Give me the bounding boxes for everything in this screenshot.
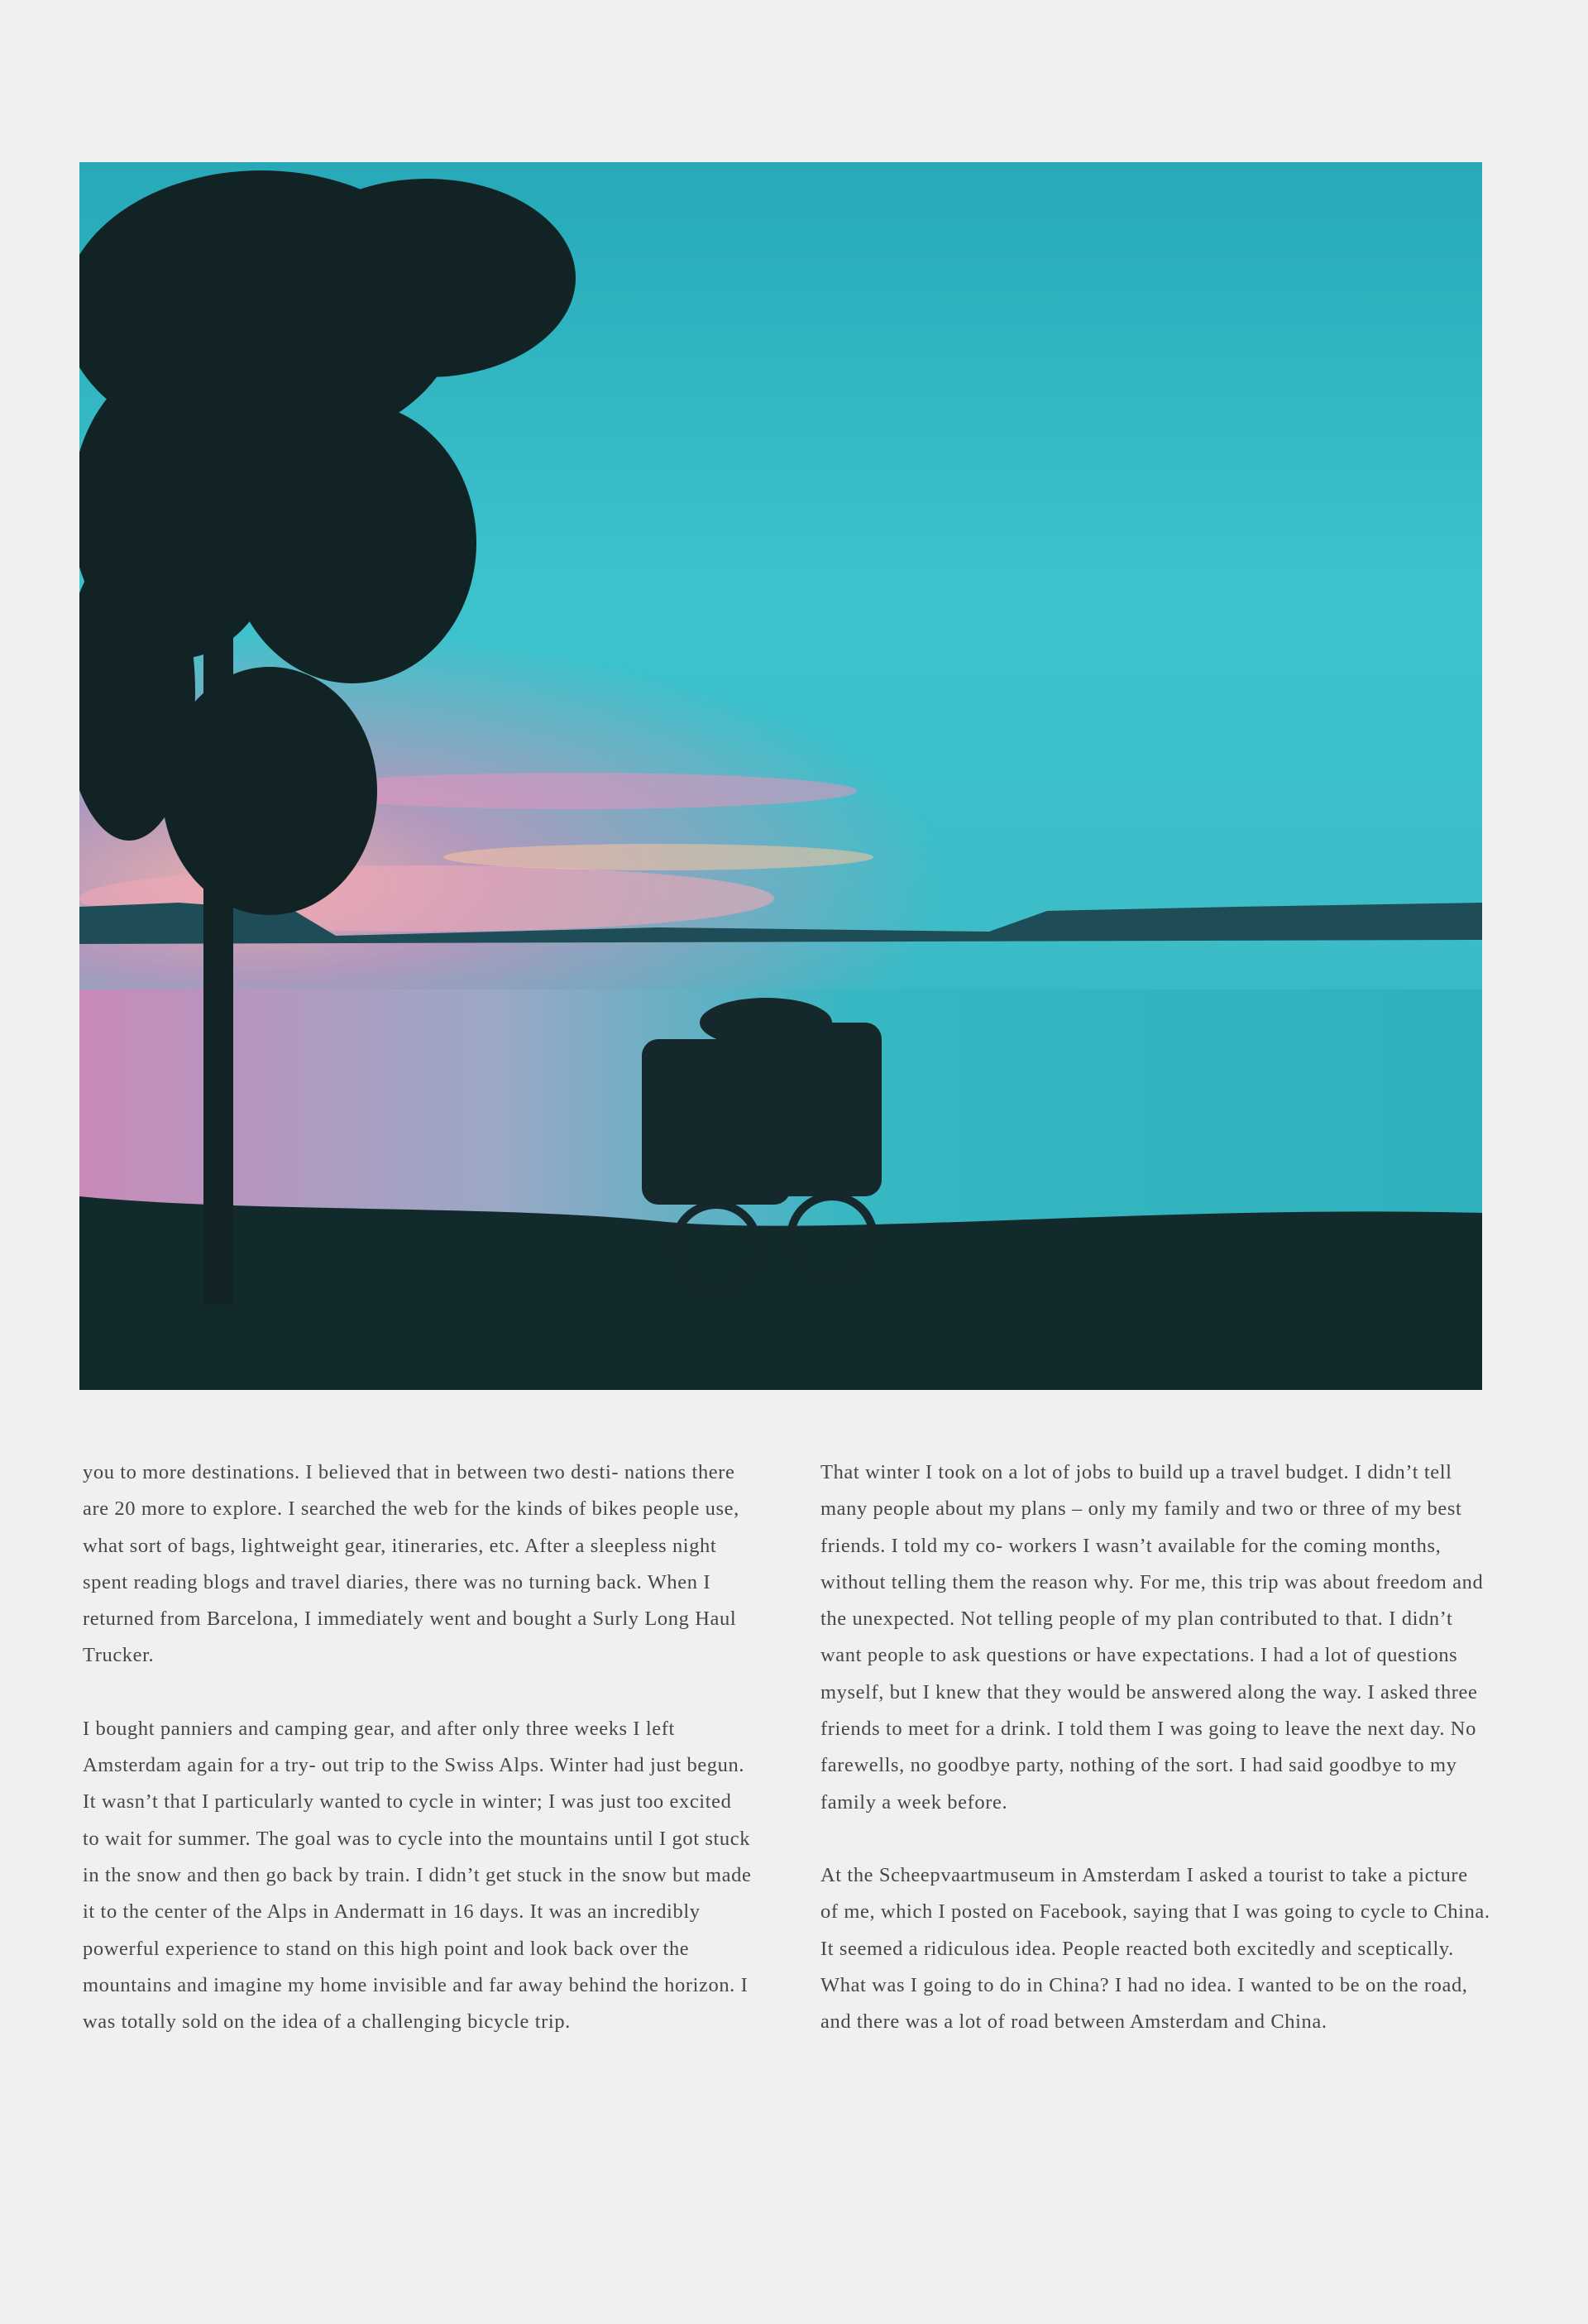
article-left-column — [83, 1454, 753, 2077]
article-right-column — [820, 1454, 1490, 2077]
lakeside-sunset-bicycle-photo — [79, 162, 1482, 1390]
article-paragraph: I bought panniers and camping gear, and after only three weeks I left Amsterdam again for a try- out trip to the Swiss Alps. Winter had just begun. It wasn’t that I particularly wanted to cycle in winter; I was just too excited to wait for summer. The goal was to cycle into the mountains until I got stuck in the snow and then go back by train. I didn’t get stuck in the snow but made it to the center of the Alps in Andermatt in 16 days. It was an incredibly powerful experience to stand on this high point and look back over the mountains and imagine my home invisible and far away behind the horizon. I was totally sold on the idea of a challenging bicycle trip. — [83, 1717, 752, 2034]
article-paragraph: At the Scheepvaartmuseum in Amsterdam I asked a tourist to take a picture of me, which I posted on Facebook, saying that I was going to cycle to China. It seemed a ridiculous idea. People reacted both excitedly and sceptically. What was I going to do in China? I had no idea. I wanted to be on the road, and there was a lot of road between Amsterdam and China. — [820, 1863, 1490, 2034]
photo-illustration — [79, 162, 1482, 1390]
article-paragraph: you to more destinations. I believed that in between two desti- nations there are 20 more to explore. I searched the web for the kinds of bikes people use, what sort of bags, lightweight gear, itineraries, etc. After a sleepless night spent reading blogs and travel diaries, there was no turning back. When I returned from Barcelona, I immediately went and bought a Surly Long Haul Trucker. — [83, 1461, 739, 1667]
article-paragraph: That winter I took on a lot of jobs to build up a travel budget. I didn’t tell many people about my plans – only my family and two or three of my best friends. I told my co- workers I wasn’t available for the coming months, without telling them the reason why. For me, this trip was about freedom and the unexpected. Not telling people of my plan contributed to that. I didn’t want people to ask questions or have expectations. I had a lot of questions myself, but I knew that they would be answered along the way. I asked three friends to meet for a drink. I told them I was going to leave the next day. No farewells, no goodbye party, nothing of the sort. I had said goodbye to my family a week before. — [820, 1461, 1484, 1814]
